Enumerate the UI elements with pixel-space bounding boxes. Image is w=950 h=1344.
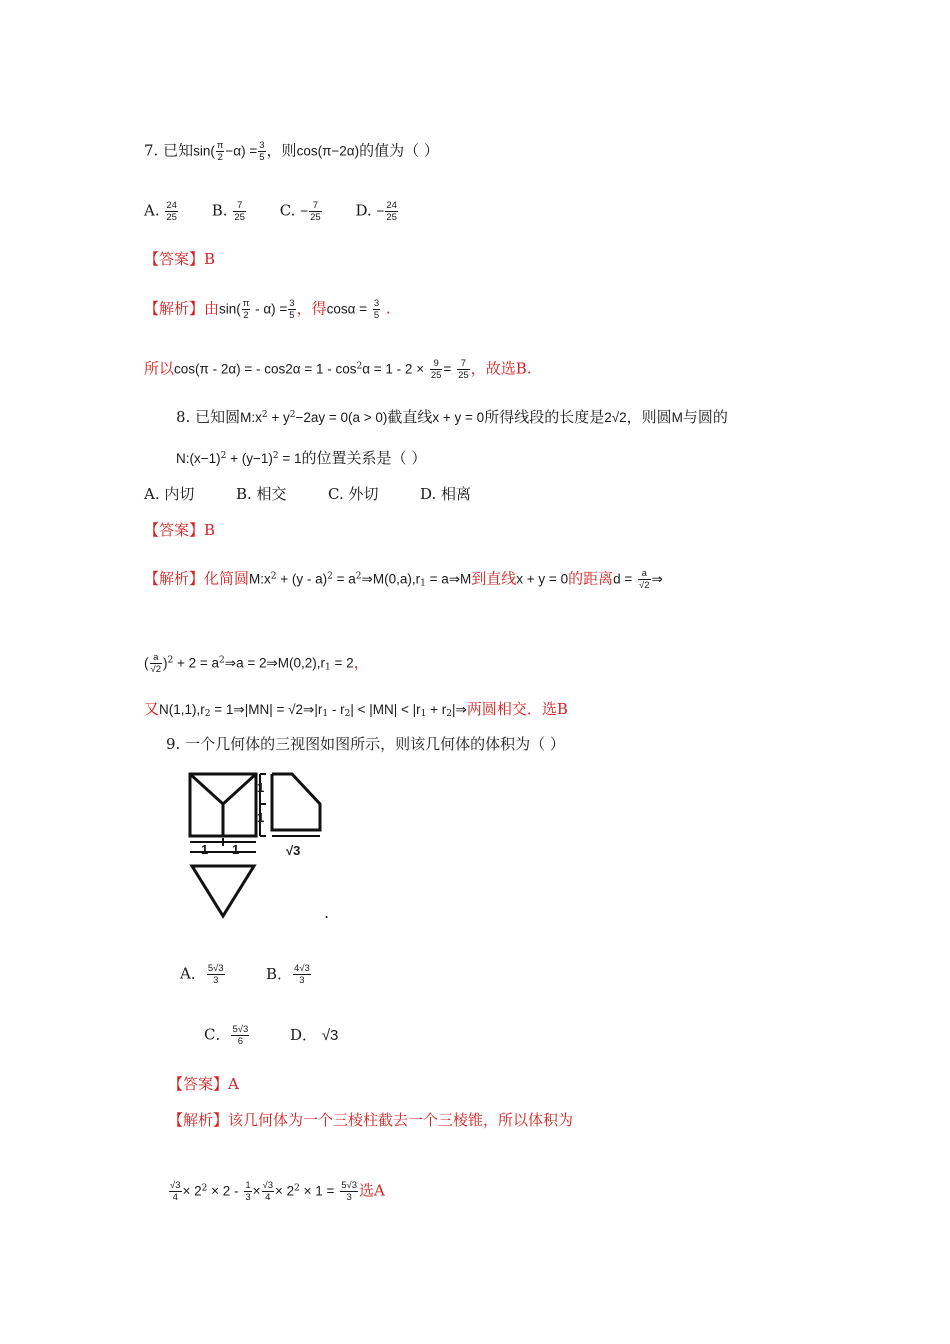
q8-explanation-line2: ( $\frac{a}{√2}$ )$^2 + 2 = a^2\Rightarrow a$ = $2\Rightarrow M(0,2),r_1 = 2$， [144,652,369,675]
front-view-y-lines [190,774,256,804]
dim-label-left: 1 [201,842,209,857]
q7-option-a: A. $\frac{24}{25}$ [144,200,177,223]
q7-answer: 【答案】B [144,250,216,268]
q8-option-a: A. 内切 [144,485,195,503]
q9-option-b: B． $\frac{4√3}{3}$ [266,963,310,986]
q9-explanation-formula: $\frac{√3}{4}$ × $2^2 \times 2$ - $\frac{1}{3}$ × $\frac{√3}{4}$ × $2^2 \times 1$ = $\frac{5√3}{3}$ 选A [170,1180,385,1203]
three-view-figure [180,766,330,925]
q8-stem-line2: $N:(x-1)^2 + (y-1)^2 = 1$的位置关系是（ ） [176,449,427,467]
q7-option-b: B. $\frac{7}{25}$ [211,200,245,223]
q9-stem: 9. 一个几何体的三视图如图所示，则该几何体的体积为（ ） [166,735,565,753]
q9-answer: 【答案】A [168,1075,239,1093]
q7-explanation-line2: 所以cos(π - 2α) = - $\cos 2\alpha = 1 - \cos^2\alpha = 1 - 2$ × $\frac{9}{25}$ = $\frac{7}{25}$ ，故选B. [144,358,532,381]
figure-dot: . [324,903,330,922]
q9-explanation: 【解析】该几何体为一个三棱柱截去一个三棱锥，所以体积为 [168,1111,574,1129]
q7-explanation: 【解析】由sin( $\frac{\pi}{2}$ - α) = $\frac{3}{5}$ ，得cosα = $\frac{3}{5}$ . [144,298,391,321]
q8-stem: 8. 已知圆$M:x^2 + y^2-2ay = 0(a > 0)$截直线x + y = 0所得线段的长度是2√2，则圆M与圆的 [176,408,728,426]
q7-stem: 7. 已知sin( $\frac{\pi}{2}$ −α) = $\frac{3}{5}$ ，则cos(π−2α)的值为（ ） [144,140,439,163]
q9-options-row2 [204,1024,338,1047]
dim-label-bottom: 1 [257,810,265,825]
q8-answer: 【答案】B [144,521,216,539]
q8-option-d: D. 相离 [420,485,472,503]
dim-label-right: 1 [232,842,240,857]
q9-options-row1 [180,963,312,986]
q9-option-d: D． √3 [290,1025,339,1044]
q8-options [144,484,471,504]
side-view-shape [272,774,320,830]
q8-option-b: B. 相交 [236,485,287,503]
q9-option-c: C． $\frac{5√3}{6}$ [204,1024,249,1047]
q7-option-d: D. − $\frac{24}{25}$ [355,200,397,223]
q8-option-c: C. 外切 [328,485,379,503]
q7-option-c: C. − $\frac{7}{25}$ [279,200,321,223]
q8-explanation: 【解析】化简圆$M:x^2 + (y - a)^2$ = $a^2\Rightarrow M(0,a),r_1$ = a⇒M到直线x + y = 0的距离d = $\frac{a}{√2}$ ⇒ [144,568,663,591]
q8-explanation-line3: 又$N(1,1),r_2$ = 1⇒|MN| = $√2\Rightarrow|r_1 - r_2| < |MN| < |r_1$ + $r_2|\Rightarrow$两圆相交．选B [144,700,568,719]
q9-option-a: A． $\frac{5√3}{3}$ [180,963,224,986]
dim-label-top: 1 [257,780,265,795]
q7-options [144,200,427,223]
dim-label-sqrt3: √3 [286,843,301,858]
top-view-triangle [192,866,254,916]
